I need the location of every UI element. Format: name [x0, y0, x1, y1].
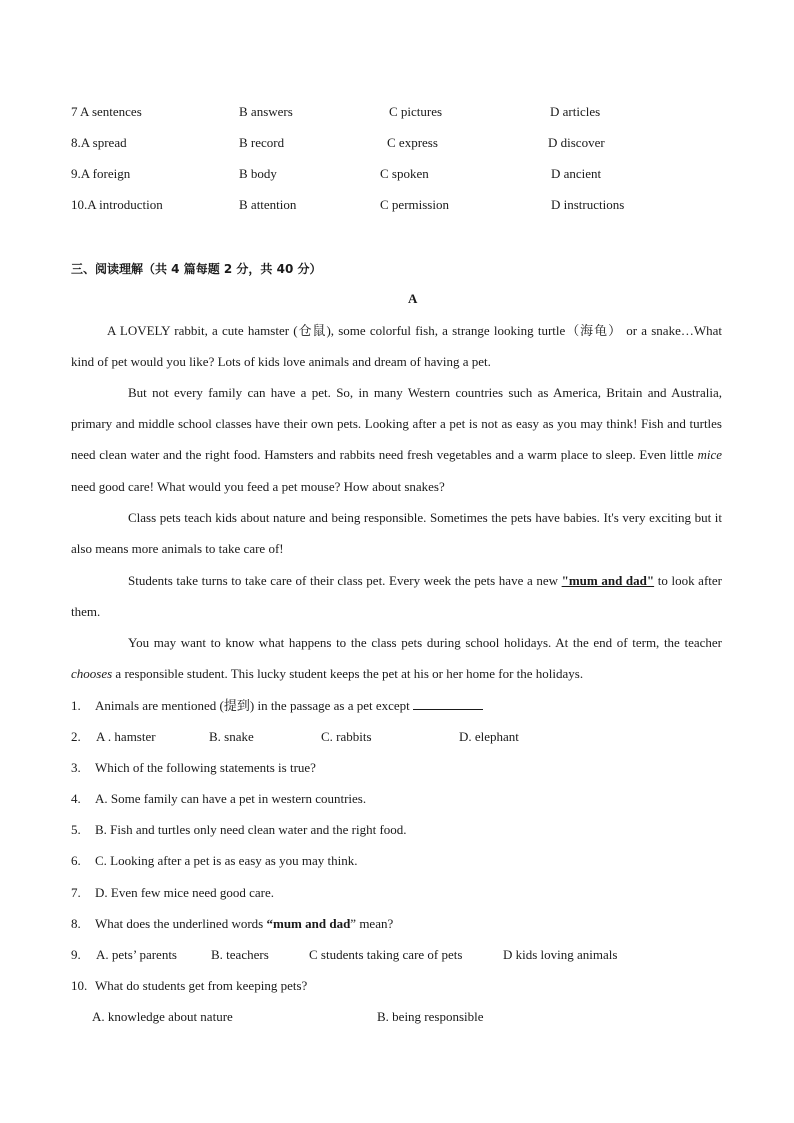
- question-number: 9.: [71, 947, 81, 962]
- option-a: 8.A spread: [71, 135, 127, 150]
- italic-word-chooses: chooses: [71, 666, 113, 682]
- question-item: [71, 978, 308, 994]
- option-c: C permission: [380, 197, 449, 212]
- paragraph-text: need good care! What would you feed a pet mouse? How about snakes?: [71, 478, 445, 494]
- answer-option-c: C students taking care of pets: [309, 947, 463, 962]
- answer-option-d: D. elephant: [459, 729, 519, 744]
- question-number: 6.: [71, 853, 81, 868]
- option-d: D instructions: [551, 197, 625, 212]
- question-text: [95, 916, 393, 932]
- paragraph-text: You may want to know what happens to the class pets during school holidays. At the end of term, the teacher: [128, 635, 722, 650]
- paragraph-text: Students take turns to take care of their class pet. Every week the pets have a new: [128, 573, 562, 588]
- answer-blank: [413, 698, 483, 710]
- option-b: B body: [239, 166, 277, 181]
- paragraph-text: to look after them.: [71, 573, 722, 620]
- question-text: Which of the following statements is true?: [95, 760, 316, 775]
- answer-option-d: D kids loving animals: [503, 947, 618, 962]
- answer-option-b: B. snake: [209, 729, 254, 744]
- question-item: [71, 853, 358, 869]
- option-c: C pictures: [389, 104, 443, 119]
- option-a: 10.A introduction: [71, 197, 163, 212]
- option-b: B answers: [239, 104, 293, 119]
- question-number: 1.: [71, 698, 81, 713]
- passage-paragraph-5: [71, 627, 722, 689]
- answer-option-b: B. teachers: [211, 947, 269, 962]
- paragraph-text: a responsible student. This lucky student keeps the pet at his or her home for the holidays.: [112, 666, 584, 682]
- option-a: 7 A sentences: [71, 104, 142, 119]
- passage-paragraph-1: [71, 315, 722, 377]
- question-item: [71, 791, 367, 807]
- answer-option-b: B. being responsible: [377, 1009, 484, 1024]
- question-number: 4.: [71, 791, 81, 806]
- answer-option-a: A. pets’ parents: [96, 947, 177, 962]
- option-d: D ancient: [551, 166, 602, 181]
- answer-option-a: A. knowledge about nature: [92, 1009, 233, 1024]
- question-number: 3.: [71, 760, 81, 775]
- underlined-mum-and-dad: "mum and dad": [561, 573, 655, 588]
- question-item: [71, 947, 81, 963]
- question-text: C. Looking after a pet is as easy as you may think.: [95, 853, 358, 868]
- option-d: D discover: [548, 135, 605, 150]
- question-item: [71, 729, 81, 745]
- question-item: [71, 885, 275, 901]
- answer-option-a: A . hamster: [96, 729, 156, 744]
- question-number: 5.: [71, 822, 81, 837]
- question-text-body: What does the underlined words: [95, 916, 267, 931]
- paragraph-text: Class pets teach kids about nature and being responsible. Sometimes the pets have babies. It's very exciting but it also means more animals to take care of!: [71, 510, 722, 557]
- passage-paragraph-3: [71, 502, 722, 564]
- paragraph-text: But not every family can have a pet. So, in many Western countries such as America, Britain and Australia, primary and middle school classes have their own pets. Looking after a pet is not as easy as you may think! Fish and turtles need clean water and the right food. Hamsters and rabbits need fresh vegetables and a warm place to sleep. Even little: [71, 385, 722, 463]
- question-text: What do students get from keeping pets?: [95, 978, 308, 993]
- question-item: [71, 760, 316, 776]
- question-text-bold: “mum and dad: [266, 916, 351, 931]
- italic-word-mice: mice: [697, 447, 722, 463]
- passage-title: A: [408, 291, 418, 306]
- question-text-body: ” mean?: [350, 916, 394, 931]
- question-text-body: Animals are mentioned (提到) in the passage as a pet except: [95, 698, 414, 713]
- question-number: 8.: [71, 916, 81, 931]
- question-number: 7.: [71, 885, 81, 900]
- question-item: [71, 822, 407, 838]
- question-text: A. Some family can have a pet in western countries.: [95, 791, 367, 806]
- section-title: 三、阅读理解（共 4 篇每题 2 分，共 40 分）: [71, 262, 322, 276]
- question-item: [71, 698, 414, 714]
- paragraph-text: A LOVELY rabbit, a cute hamster (仓鼠), some colorful fish, a strange looking turtle（海龟） or a snake…What kind of pet would you like? Lots of kids love animals and dream of having a pet.: [71, 323, 722, 370]
- option-b: B attention: [239, 197, 297, 212]
- option-d: D articles: [550, 104, 601, 119]
- option-c: C express: [387, 135, 438, 150]
- question-item: [71, 916, 394, 932]
- passage-paragraph-2: [71, 377, 722, 502]
- option-a: 9.A foreign: [71, 166, 131, 181]
- question-text: [95, 698, 483, 714]
- answer-option-c: C. rabbits: [321, 729, 372, 744]
- option-c: C spoken: [380, 166, 429, 181]
- question-number: 10.: [71, 978, 88, 993]
- question-text: B. Fish and turtles only need clean water and the right food.: [95, 822, 407, 837]
- question-text: D. Even few mice need good care.: [95, 885, 275, 900]
- option-b: B record: [239, 135, 285, 150]
- question-number: 2.: [71, 729, 81, 744]
- passage-paragraph-4: [71, 565, 722, 627]
